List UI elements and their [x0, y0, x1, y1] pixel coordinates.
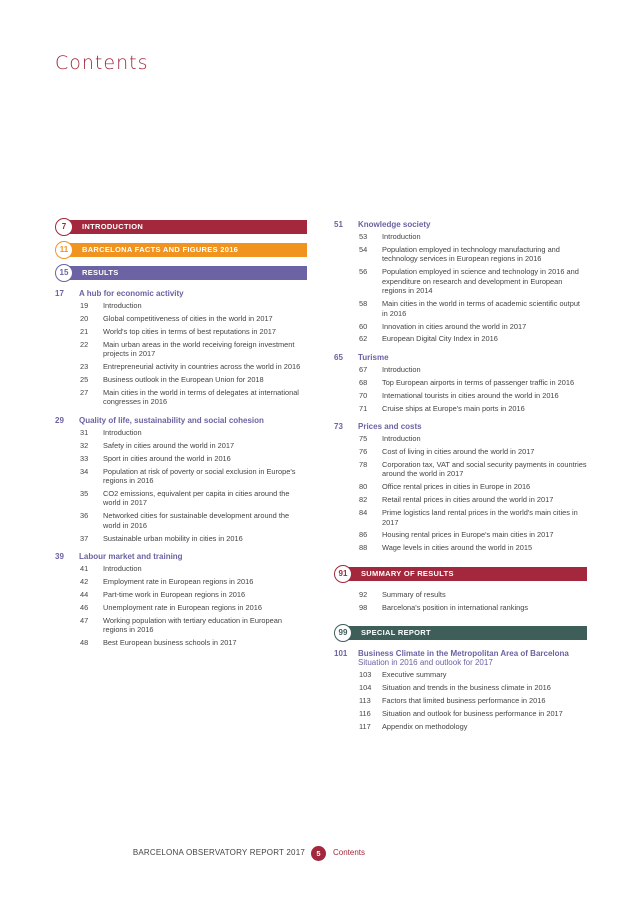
section-page-number: 7: [55, 218, 73, 236]
toc-item[interactable]: [55, 441, 307, 451]
toc-item-page: 98: [359, 602, 368, 612]
toc-item-title: Office rental prices in cities in Europe in 2016: [382, 482, 531, 492]
toc-item[interactable]: [334, 508, 587, 527]
toc-section: [334, 649, 587, 731]
toc-section-title-text: A hub for economic activity: [79, 289, 184, 298]
toc-section-page: 65: [334, 352, 343, 362]
toc-section-title-text: Knowledge society: [358, 220, 431, 229]
toc-section-heading[interactable]: [55, 289, 307, 298]
toc-item[interactable]: [334, 683, 587, 693]
toc-section-title: [358, 220, 587, 229]
toc-item-title: Sport in cities around the world in 2016: [103, 453, 231, 463]
section-bar-label: SPECIAL REPORT: [361, 628, 431, 638]
toc-item[interactable]: [334, 434, 587, 444]
toc-section-page: 51: [334, 220, 343, 229]
toc-item-page: 62: [359, 334, 368, 344]
toc-item[interactable]: [334, 482, 587, 492]
toc-item[interactable]: [55, 327, 307, 337]
toc-item-page: 113: [359, 696, 371, 706]
toc-item[interactable]: [358, 603, 587, 613]
toc-item[interactable]: [55, 489, 307, 508]
toc-item[interactable]: [55, 428, 307, 438]
toc-item-page: 33: [80, 453, 89, 463]
footer-section-name: Contents: [333, 848, 366, 857]
toc-item[interactable]: [334, 404, 587, 414]
summary-block: [334, 567, 587, 612]
toc-item-title: Situation and trends in the business climate in 2016: [382, 683, 551, 693]
toc-item-page: 86: [359, 530, 368, 540]
toc-item-page: 20: [80, 313, 89, 323]
toc-item-page: 46: [80, 602, 89, 612]
toc-item-page: 92: [359, 589, 368, 599]
toc-item[interactable]: [55, 534, 307, 544]
section-page-number: 15: [55, 264, 73, 282]
toc-section-heading[interactable]: [55, 552, 307, 561]
toc-section-title: [79, 416, 307, 425]
toc-item[interactable]: [334, 447, 587, 457]
section-page-number: 11: [55, 241, 73, 259]
toc-item-title: Entrepreneurial activity in countries across the world in 2016: [103, 362, 301, 372]
toc-section-title: [358, 649, 587, 667]
toc-item[interactable]: [55, 340, 307, 359]
toc-item-title: CO2 emissions, equivalent per capita in cities around the world in 2017: [103, 488, 290, 508]
toc-section-title-text: Business Climate in the Metropolitan Area of Barcelona: [358, 649, 569, 659]
toc-section-page: 101: [334, 649, 348, 659]
toc-item-title: Main urban areas in the world receiving foreign investment projects in 2017: [103, 339, 295, 359]
toc-item-page: 53: [359, 232, 368, 241]
toc-section-page: 17: [55, 289, 64, 298]
toc-section-heading[interactable]: [334, 649, 587, 667]
toc-item-page: 31: [80, 427, 89, 437]
toc-item-page: 117: [359, 721, 371, 731]
toc-section-page: 73: [334, 422, 343, 432]
toc-item-title: Main cities in the world in terms of academic scientific output in 2016: [382, 299, 580, 318]
toc-item-title: Cost of living in cities around the world in 2017: [382, 447, 535, 457]
toc-item-page: 84: [359, 508, 368, 518]
section-bar-introduction[interactable]: [55, 220, 307, 234]
contents-right-column: [334, 220, 587, 740]
toc-item[interactable]: [334, 543, 587, 553]
toc-item[interactable]: [55, 301, 307, 311]
toc-item[interactable]: [55, 590, 307, 600]
toc-item-title: Housing rental prices in Europe's main cities in 2017: [382, 530, 554, 540]
toc-item-page: 34: [80, 466, 89, 476]
left-sections: [55, 289, 307, 648]
toc-item[interactable]: [55, 616, 307, 635]
toc-item-title: Prime logistics land rental prices in the world's main cities in 2017: [382, 508, 578, 527]
toc-item-title: Innovation in cities around the world in 2017: [382, 321, 527, 331]
toc-item-page: 42: [80, 577, 89, 587]
toc-item[interactable]: [334, 299, 587, 318]
toc-item[interactable]: [334, 495, 587, 505]
toc-section-title: [358, 353, 587, 362]
toc-section: [55, 416, 307, 543]
toc-item-title: Safety in cities around the world in 2017: [103, 440, 235, 450]
toc-item-page: 19: [80, 301, 89, 310]
toc-item[interactable]: [334, 460, 587, 479]
toc-item-page: 82: [359, 495, 368, 505]
toc-item-title: Appendix on methodology: [382, 721, 468, 731]
toc-section-page: 39: [55, 552, 64, 562]
toc-item-page: 70: [359, 390, 368, 400]
toc-section-title: [79, 289, 307, 298]
toc-item-page: 75: [359, 434, 368, 444]
toc-item[interactable]: [55, 467, 307, 486]
toc-section: [334, 220, 587, 344]
toc-item-page: 47: [80, 615, 89, 625]
toc-item-title: World's top cities in terms of best reputations in 2017: [103, 326, 276, 336]
toc-item-page: 48: [80, 638, 89, 648]
toc-item[interactable]: [334, 709, 587, 719]
toc-item[interactable]: [55, 564, 307, 574]
toc-item-title: Business outlook in the European Union for 2018: [103, 374, 264, 384]
toc-item[interactable]: [55, 362, 307, 372]
toc-item-title: Retail rental prices in cities around the world in 2017: [382, 495, 554, 505]
toc-item[interactable]: [334, 322, 587, 332]
toc-item-title: Introduction: [103, 301, 142, 310]
section-bar-label: BARCELONA FACTS AND FIGURES 2016: [82, 245, 239, 254]
toc-item-title: Best European business schools in 2017: [103, 638, 237, 648]
section-bar-results[interactable]: [55, 266, 307, 280]
toc-item[interactable]: [55, 314, 307, 324]
toc-item[interactable]: [334, 267, 587, 296]
toc-item-title: Unemployment rate in European regions in 2016: [103, 602, 262, 612]
toc-item-title: Introduction: [382, 232, 421, 241]
toc-item-page: 60: [359, 321, 368, 331]
toc-item-page: 80: [359, 482, 368, 492]
toc-item-page: 35: [80, 488, 89, 498]
toc-item[interactable]: [334, 670, 587, 680]
toc-section-subtitle: Situation in 2016 and outlook for 2017: [358, 658, 493, 668]
toc-section-title-text: Quality of life, sustainability and social cohesion: [79, 415, 264, 425]
toc-item[interactable]: [358, 590, 587, 600]
toc-section-heading[interactable]: [55, 416, 307, 425]
section-bar-label: INTRODUCTION: [82, 222, 144, 231]
toc-section-heading[interactable]: [334, 422, 587, 431]
special-block: [334, 626, 587, 731]
toc-item[interactable]: [55, 388, 307, 407]
toc-item-page: 71: [359, 403, 368, 413]
toc-item-page: 25: [80, 374, 89, 384]
toc-item-title: Sustainable urban mobility in cities in 2016: [103, 533, 243, 543]
toc-section: [55, 289, 307, 407]
toc-item-page: 56: [359, 267, 368, 277]
toc-item-title: Population at risk of poverty or social exclusion in Europe's regions in 2016: [103, 466, 296, 486]
toc-item-title: Employment rate in European regions in 2016: [103, 577, 254, 587]
toc-item-title: Factors that limited business performance in 2016: [382, 696, 546, 706]
toc-item-title: Introduction: [103, 427, 142, 437]
toc-item-page: 32: [80, 440, 89, 450]
toc-item[interactable]: [334, 722, 587, 732]
toc-item-title: Wage levels in cities around the world in 2015: [382, 543, 533, 553]
section-bar-special-report[interactable]: [334, 626, 587, 640]
toc-item-page: 103: [359, 670, 372, 680]
toc-item-title: Working population with tertiary education in European regions in 2016: [103, 615, 282, 635]
right-sections: [334, 220, 587, 553]
toc-item-page: 41: [80, 564, 89, 574]
toc-section-title-text: Turisme: [358, 352, 389, 362]
special-section-wrap: [334, 649, 587, 731]
toc-section: [334, 422, 587, 553]
toc-section-title: [79, 552, 307, 561]
toc-item-title: Part-time work in European regions in 2016: [103, 589, 246, 599]
toc-item-title: Population employed in technology manufacturing and technology services in European regions in 2016: [382, 244, 560, 264]
toc-item-title: Barcelona's position in international rankings: [382, 602, 529, 612]
toc-section-title-text: Labour market and training: [79, 552, 183, 562]
toc-section-heading[interactable]: [334, 353, 587, 362]
section-bar-barcelona-facts-and-figures[interactable]: [55, 243, 307, 257]
toc-item-page: 54: [359, 244, 368, 254]
toc-item-page: 44: [80, 589, 89, 599]
toc-item[interactable]: [55, 375, 307, 385]
toc-item-page: 22: [80, 339, 89, 349]
toc-item[interactable]: [334, 391, 587, 401]
toc-item[interactable]: [334, 530, 587, 540]
toc-item-title: Global competitiveness of cities in the world in 2017: [103, 313, 273, 323]
toc-section-title-text: Prices and costs: [358, 422, 422, 432]
toc-item-title: Introduction: [382, 434, 421, 444]
toc-item[interactable]: [55, 638, 307, 648]
toc-item-page: 27: [80, 387, 89, 397]
contents-left-column: [55, 220, 307, 657]
summary-items: [334, 590, 587, 612]
section-bar-label: RESULTS: [82, 268, 119, 277]
toc-item-title: Introduction: [103, 564, 142, 574]
toc-section-page: 29: [55, 415, 64, 425]
toc-item-title: Top European airports in terms of passenger traffic in 2016: [382, 377, 575, 387]
toc-item-title: European Digital City Index in 2016: [382, 334, 498, 344]
section-bar-label: SUMMARY OF RESULTS: [361, 568, 454, 578]
toc-item[interactable]: [334, 245, 587, 264]
toc-item-title: Executive summary: [382, 670, 447, 680]
toc-item-page: 58: [359, 299, 368, 309]
toc-item-title: Population employed in science and technology in 2016 and expenditure on research and development in European regions in 2014: [382, 267, 579, 296]
toc-item[interactable]: [55, 454, 307, 464]
toc-item[interactable]: [334, 232, 587, 242]
toc-item-page: 37: [80, 533, 89, 543]
toc-item-page: 68: [359, 377, 368, 387]
toc-section-title: [358, 422, 587, 431]
toc-section-heading[interactable]: [334, 220, 587, 229]
toc-item[interactable]: [334, 696, 587, 706]
toc-item-page: 78: [359, 459, 368, 469]
section-bar-summary-of-results[interactable]: [334, 567, 587, 581]
toc-item-title: Introduction: [382, 364, 421, 374]
page-title: Contents: [55, 52, 149, 74]
left-bars: [55, 220, 307, 280]
toc-item-page: 36: [80, 511, 89, 521]
toc-item-page: 76: [359, 447, 368, 457]
toc-item[interactable]: [55, 577, 307, 587]
toc-item-title: Main cities in the world in terms of delegates at international congresses in 2016: [103, 387, 299, 407]
toc-item[interactable]: [55, 603, 307, 613]
footer-report-title: BARCELONA OBSERVATORY REPORT 2017: [132, 848, 305, 857]
toc-item-title: International tourists in cities around the world in 2016: [382, 390, 559, 400]
toc-item[interactable]: [55, 511, 307, 530]
page-footer: [0, 846, 638, 860]
toc-item[interactable]: [334, 365, 587, 375]
toc-item-title: Networked cities for sustainable development around the world in 2016: [103, 511, 290, 530]
toc-item-page: 88: [359, 543, 368, 553]
toc-item-title: Corporation tax, VAT and social security payments in countries around the world in 2017: [382, 459, 587, 479]
toc-item-page: 21: [80, 326, 89, 336]
toc-item-title: Cruise ships at Europe's main ports in 2016: [382, 403, 525, 413]
section-page-number: 99: [334, 624, 352, 642]
toc-item-title: Situation and outlook for business performance in 2017: [382, 708, 563, 718]
toc-item-page: 67: [359, 364, 368, 374]
toc-item[interactable]: [334, 378, 587, 388]
toc-item[interactable]: [334, 334, 587, 344]
toc-item-page: 23: [80, 362, 89, 372]
toc-item-page: 116: [359, 708, 371, 718]
section-page-number: 91: [334, 565, 352, 583]
toc-section: [55, 552, 307, 647]
toc-item-title: Summary of results: [382, 589, 446, 599]
footer-page-number: 5: [311, 846, 326, 861]
toc-item-page: 104: [359, 683, 372, 693]
toc-section: [334, 353, 587, 413]
